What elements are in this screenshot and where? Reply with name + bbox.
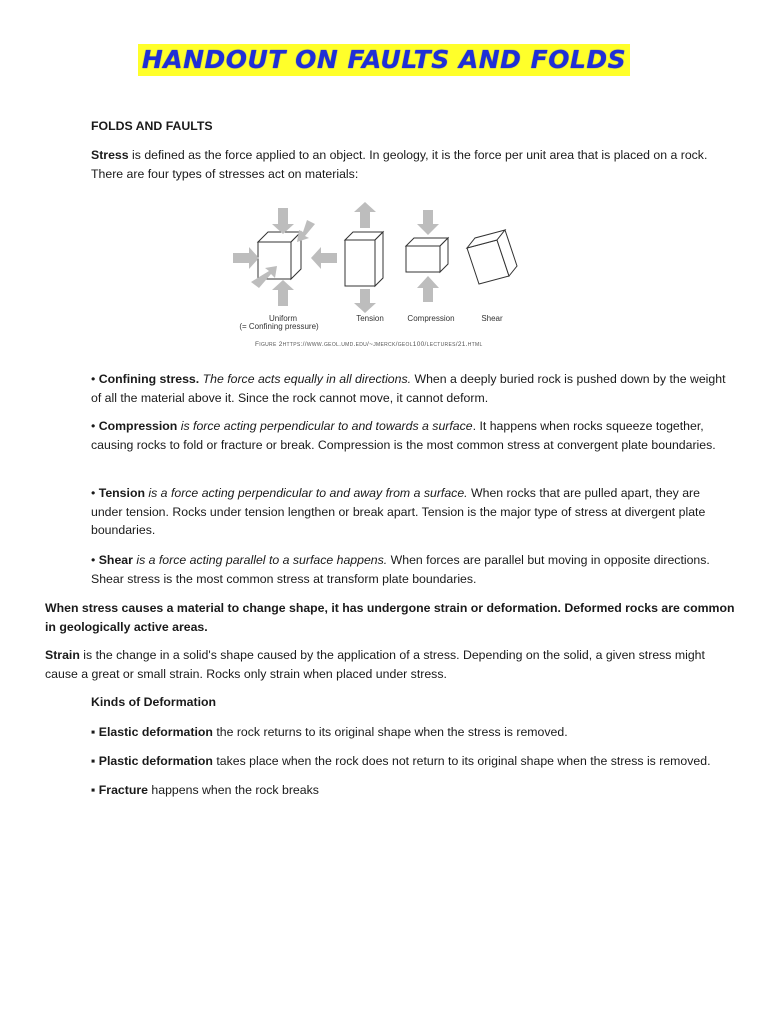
bullet: ▪ (91, 783, 99, 797)
term-fracture: Fracture (98, 783, 148, 797)
bullet: • (91, 372, 99, 386)
text-fracture: happens when the rock breaks (148, 783, 319, 797)
stress-item-confining (91, 370, 731, 407)
stress-intro-text: is defined as the force applied to an object. In geology, it is the force per unit area that is placed on a rock. There are four types of stresses act on materials: (91, 148, 708, 181)
text-plastic: takes place when the rock does not return to its original shape when the stress is removed. (212, 754, 711, 768)
stress-item-shear (91, 551, 731, 588)
arrow-top-uniform (272, 208, 294, 234)
label-tension: Tension (356, 314, 384, 323)
term-shear: Shear (98, 553, 133, 567)
text-compression: . It happens when rocks squeeze together, causing rocks to fold or fracture or break. Compression is the most common stress at convergent plate boundaries. (91, 419, 716, 452)
bullet: • (91, 419, 99, 433)
def-confining: The force acts equally in all directions. (199, 372, 412, 386)
term-tension: Tension (98, 486, 145, 500)
arrow-bottom-uniform (272, 280, 294, 306)
label-shear: Shear (481, 314, 503, 323)
compression-cube (406, 210, 448, 302)
label-uniform: Uniform (268, 314, 298, 323)
figure-caption: Figure 2https://www.geol.umd.edu/~jmerck/geol100/lectures/21.html (255, 341, 483, 348)
text-confining: When a deeply buried rock is pushed down by the weight of all the material above it. Since the rock cannot move, it cannot deform. (91, 372, 726, 405)
def-compression: is force acting perpendicular to and towards a surface (177, 419, 473, 433)
stress-intro (91, 146, 731, 183)
def-tension: is a force acting perpendicular to and away from a surface. (144, 486, 468, 500)
arrow-right-uniform (311, 247, 337, 269)
kinds-heading: Kinds of Deformation (91, 695, 217, 709)
arrow-down-compression (417, 210, 439, 235)
arrow-left-uniform (233, 247, 259, 269)
arrow-up-tension (354, 202, 376, 228)
strain-text: is the change in a solid's shape caused by the application of a stress. Depending on the solid, a given stress might cause a great or small strain. Rocks only strain when placed under stress. (45, 648, 705, 681)
strain-term: Strain (45, 648, 80, 662)
bullet: • (91, 486, 99, 500)
term-confining: Confining stress. (98, 372, 200, 386)
shear-cube (467, 230, 517, 284)
def-shear: is a force acting parallel to a surface happens. (132, 553, 388, 567)
text-shear: When forces are parallel but moving in opposite directions. Shear stress is the most common stress at transform plate boundaries. (91, 553, 710, 586)
label-compression: Compression (407, 314, 455, 323)
arrow-back-uniform (297, 220, 315, 242)
kind-item-plastic (91, 752, 731, 771)
kind-item-fracture (91, 781, 731, 800)
title-block (0, 44, 768, 76)
text-elastic: the rock returns to its original shape when the stress is removed. (212, 725, 568, 739)
arrow-up-compression (417, 276, 439, 302)
term-elastic: Elastic deformation (98, 725, 213, 739)
stress-term: Stress (91, 148, 129, 162)
section-heading: FOLDS AND FAULTS (91, 119, 213, 133)
stress-item-compression (91, 417, 731, 454)
strain-definition (45, 646, 735, 683)
term-compression: Compression (98, 419, 178, 433)
tension-cube (345, 202, 383, 313)
arrow-down-tension (354, 289, 376, 313)
kind-item-elastic (91, 723, 731, 742)
bullet: • (91, 553, 99, 567)
stress-diagram (225, 190, 545, 358)
bullet: ▪ (91, 754, 99, 768)
text-tension: When rocks that are pulled apart, they are under tension. Rocks under tension lengthen or break apart. Tension is the major type of stress at divergent plate boundaries. (91, 486, 706, 537)
term-plastic: Plastic deformation (98, 754, 213, 768)
strain-statement: When stress causes a material to change shape, it has undergone strain or deformation. Deformed rocks are common in geologically active areas. (45, 601, 735, 634)
label-uniform-sub: (= Confining pressure) (239, 322, 319, 331)
bullet: ▪ (91, 725, 99, 739)
uniform-cube (233, 208, 337, 306)
stress-types-figure (225, 190, 545, 358)
stress-item-tension (91, 484, 731, 540)
page-title: HANDOUT ON FAULTS AND FOLDS (138, 44, 630, 76)
